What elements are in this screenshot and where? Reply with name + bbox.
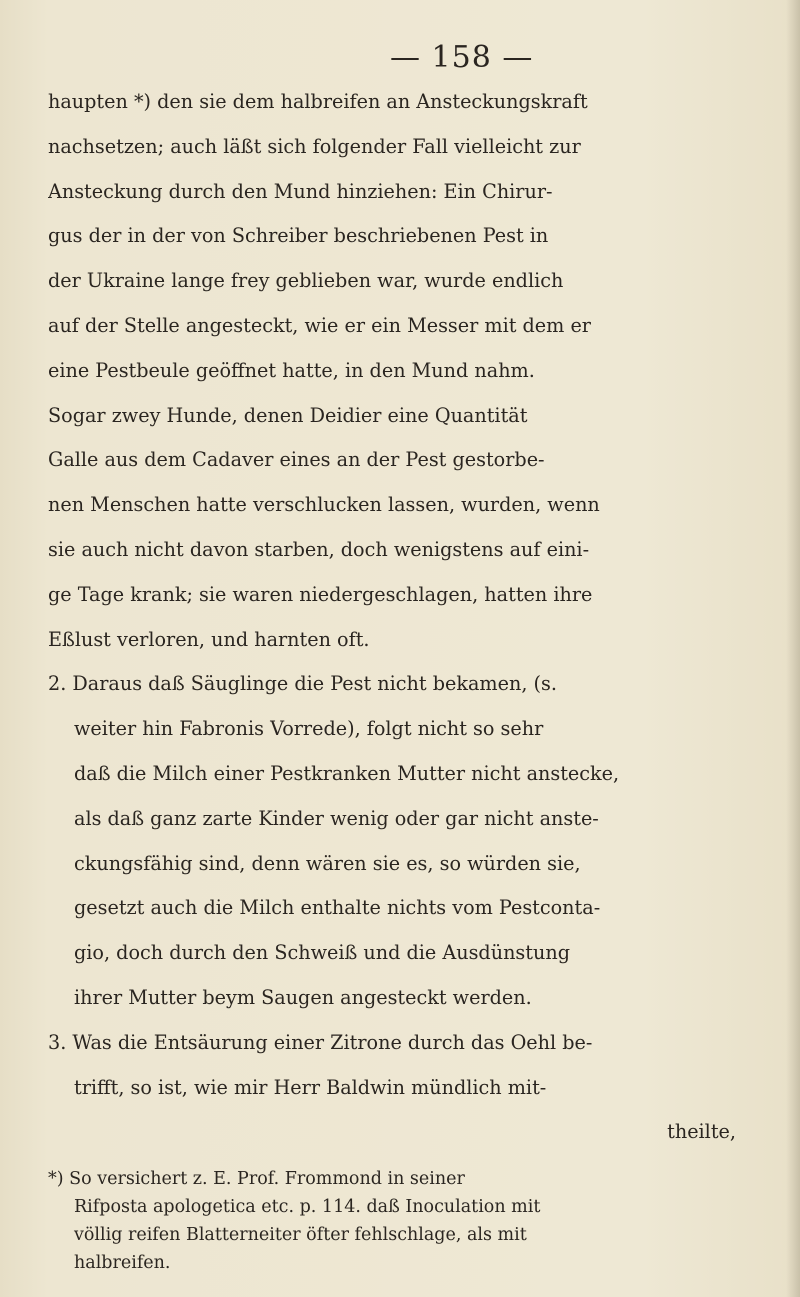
footnote-line: Rifposta apologetica etc. p. 114. daß Inoculation mit [74, 1197, 541, 1218]
footnote-line: halbreifen. [74, 1253, 171, 1274]
text-line: gus der in der von Schreiber beschriebenen Pest in [48, 224, 549, 248]
text-line: ckungsfähig sind, denn wären sie es, so würden sie, [74, 851, 581, 875]
page-number-header: — 158 — [390, 40, 534, 75]
text-line: ihrer Mutter beym Saugen angesteckt werden. [74, 985, 532, 1009]
text-line: sie auch nicht davon starben, doch wenigstens auf eini- [48, 537, 590, 561]
footnote-line: *) So versichert z. E. Prof. Frommond in seiner [48, 1169, 465, 1190]
text-line: eine Pestbeule geöffnet hatte, in den Mund nahm. [48, 358, 535, 382]
text-line: weiter hin Fabronis Vorrede), folgt nicht so sehr [74, 717, 544, 741]
text-line: nen Menschen hatte verschlucken lassen, wurden, wenn [48, 493, 600, 517]
catchword: theilte, [667, 1120, 736, 1144]
text-line: als daß ganz zarte Kinder wenig oder gar nicht anste- [74, 806, 599, 830]
footnote [48, 1165, 748, 1277]
text-line: trifft, so ist, wie mir Herr Baldwin mündlich mit- [74, 1075, 547, 1099]
text-line: daß die Milch einer Pestkranken Mutter nicht anstecke, [74, 761, 620, 785]
text-line: Galle aus dem Cadaver eines an der Pest gestorbe- [48, 448, 545, 472]
text-line: Sogar zwey Hunde, denen Deidier eine Quantität [48, 403, 528, 427]
paragraph-3 [48, 1021, 748, 1155]
text-line: gio, doch durch den Schweiß und die Ausdünstung [74, 941, 570, 965]
text-line: gesetzt auch die Milch enthalte nichts vom Pestconta- [74, 896, 601, 920]
text-line: haupten *) den sie dem halbreifen an Ansteckungskraft [48, 90, 588, 113]
page-edge-shadow [786, 0, 800, 1297]
text-line: 3. Was die Entsäurung einer Zitrone durch das Oehl be- [48, 1030, 593, 1054]
text-line: ge Tage krank; sie waren niedergeschlagen, hatten ihre [48, 582, 593, 606]
paragraph-2 [48, 662, 748, 1020]
text-line: Ansteckung durch den Mund hinziehen: Ein Chirur- [48, 179, 553, 203]
main-text [48, 80, 748, 1277]
text-line: der Ukraine lange frey geblieben war, wurde endlich [48, 269, 564, 293]
text-line: nachsetzen; auch läßt sich folgender Fall vielleicht zur [48, 134, 581, 158]
text-line: Eßlust verloren, und harnten oft. [48, 627, 370, 651]
text-line: 2. Daraus daß Säuglinge die Pest nicht bekamen, (s. [48, 672, 557, 696]
text-line: auf der Stelle angesteckt, wie er ein Messer mit dem er [48, 313, 591, 337]
paragraph-1 [48, 80, 748, 662]
footnote-line: völlig reifen Blatterneiter öfter fehlschlage, als mit [74, 1225, 527, 1246]
